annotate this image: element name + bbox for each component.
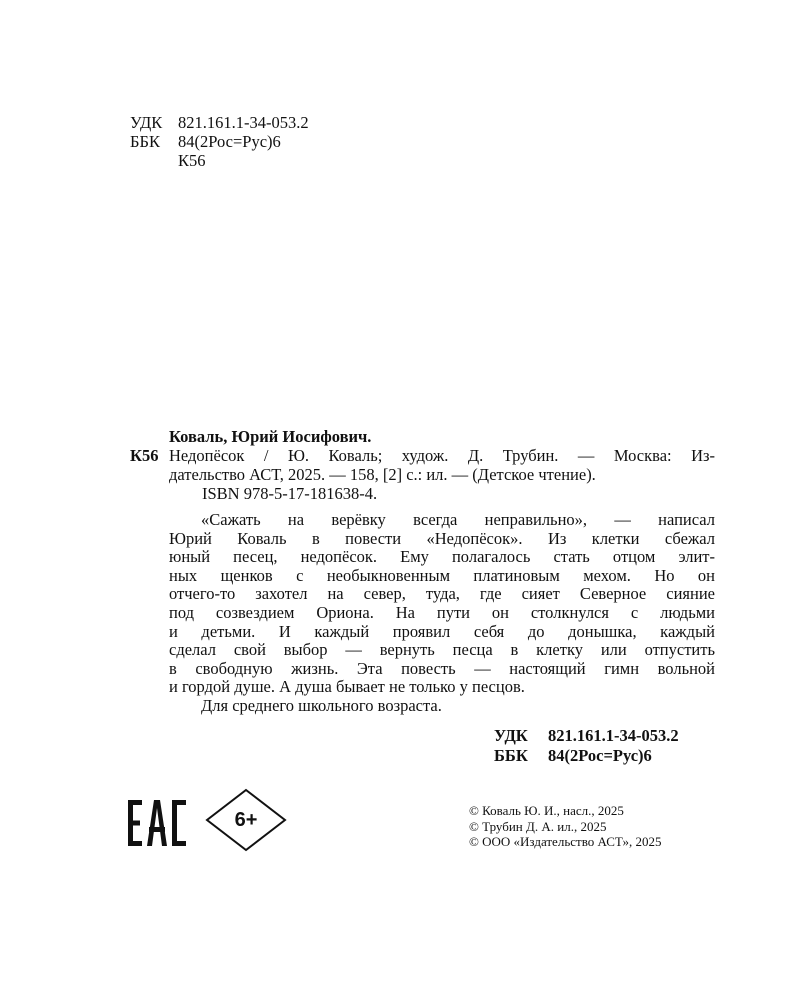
bbk-label: ББК [130,132,160,151]
top-udk-row [130,114,309,133]
udk-label: УДК [130,113,163,132]
annotation-line: и гордой душе. А душа бывает не только у песцов. [169,677,525,697]
audience-note: Для среднего школьного возраста. [201,695,442,715]
udk-label: УДК [494,726,528,745]
copyright-block [469,803,662,850]
udk-value: 821.161.1-34-053.2 [548,726,679,745]
annotation-line: и детьми. И каждый проявил себя до донышка, каждый [169,621,715,641]
bottom-bbk-row [494,747,679,767]
top-bbk-row [130,133,309,152]
isbn: ISBN 978-5-17-181638-4. [202,484,378,503]
author-index: К56 [130,446,159,465]
age-rating-text: 6+ [234,808,258,831]
annotation-line: отчего-то захотел на север, туда, где сияет Северное сияние [169,584,715,604]
copyright-line: © Трубин Д. А. ил., 2025 [469,818,607,834]
copyright-line: © ООО «Издательство АСТ», 2025 [469,834,662,849]
bottom-classification-codes [494,727,679,767]
bbk-label: ББК [494,746,528,765]
annotation-line: ных щенков с необыкновенным платиновым мехом. Но он [169,565,715,585]
age-rating-badge [205,788,287,852]
author-mark: К56 [178,151,206,170]
description-line: Недопёсок / Ю. Коваль; худож. Д. Трубин. — Москва: Из- [169,446,715,465]
annotation [169,511,715,716]
top-classification-codes [130,114,309,171]
top-author-mark-row [130,152,309,171]
annotation-line: под созвездием Ориона. На пути он столкнулся с людьми [169,602,715,622]
bbk-value: 84(2Рос=Рус)6 [178,132,281,151]
eac-logo-icon [128,800,186,846]
bottom-udk-row [494,727,679,747]
description-line: дательство АСТ, 2025. — 158, [2] с.: ил. — (Детское чтение). [169,464,596,484]
annotation-line: Юрий Коваль в повести «Недопёсок». Из клетки сбежал [169,528,715,548]
copyright-line: © Коваль Ю. И., насл., 2025 [469,803,624,818]
annotation-line: «Сажать на верёвку всегда неправильно», — написал [201,510,715,529]
annotation-line: в свободную жизнь. Эта повесть — настоящий гимн вольной [169,658,715,678]
udk-value: 821.161.1-34-053.2 [178,113,309,132]
annotation-line: сделал свой выбор — вернуть песца в клетку или отпустить [169,640,715,660]
bbk-value: 84(2Рос=Рус)6 [548,746,652,765]
annotation-line: юный песец, недопёсок. Ему полагалось стать отцом элит- [169,547,715,567]
bibliographic-description [169,447,715,484]
author-heading: Коваль, Юрий Иосифович. [169,427,372,446]
